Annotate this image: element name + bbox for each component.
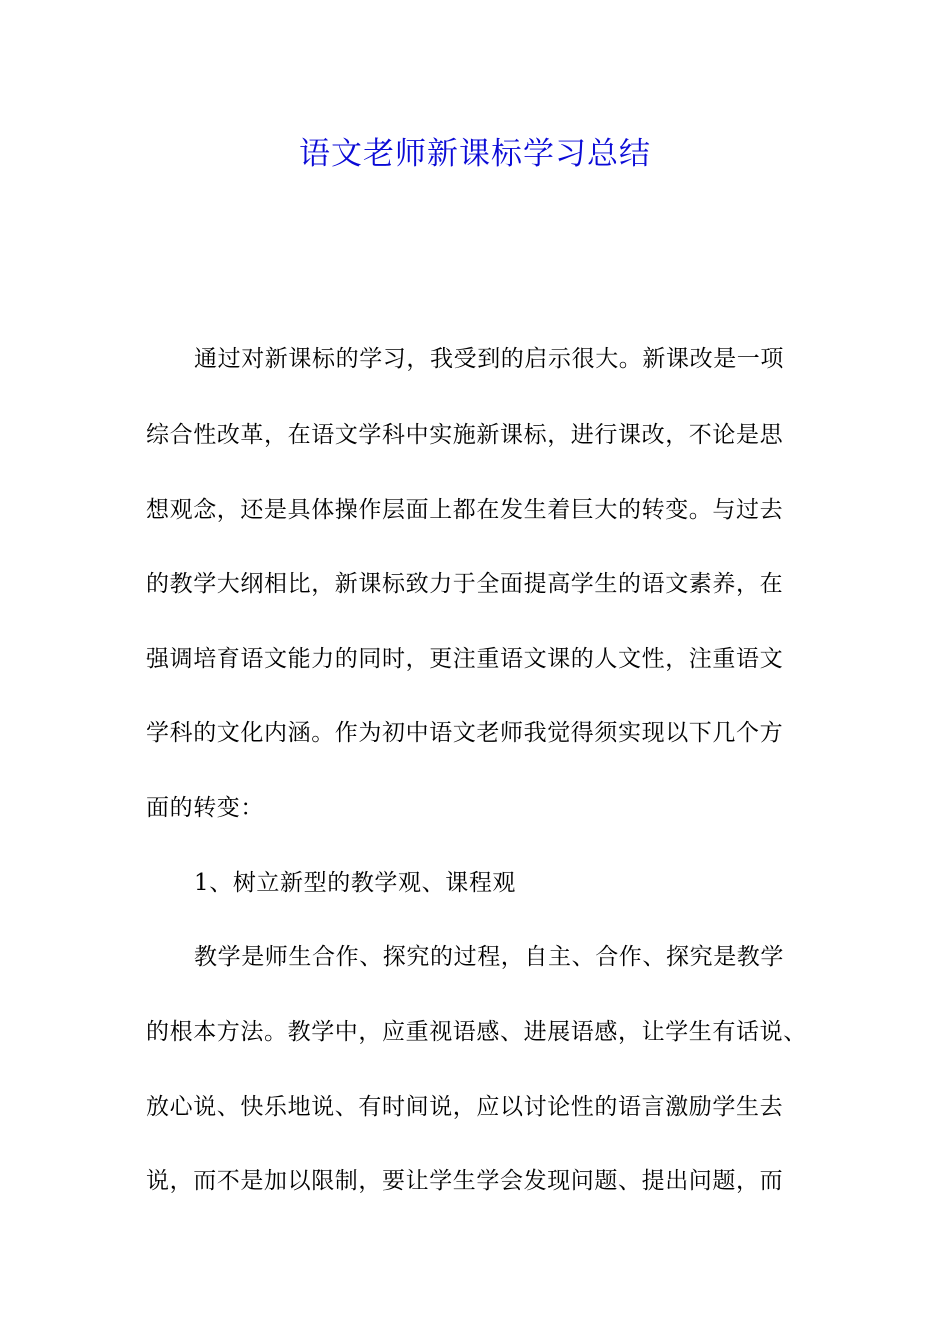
paragraph-line: 放心说、快乐地说、有时间说，应以讨论性的语言激励学生去 [146,1094,784,1120]
paragraph-line: 通过对新课标的学习，我受到的启示很大。新课改是一项 [194,346,784,372]
paragraph-line: 面的转变： [146,795,264,821]
document-title: 语文老师新课标学习总结 [299,136,651,172]
paragraph-line: 说，而不是加以限制，要让学生学会发现问题、提出问题，而 [146,1168,784,1194]
paragraph-line: 的根本方法。教学中，应重视语感、进展语感，让学生有话说、 [146,1019,807,1045]
paragraph-line: 的教学大纲相比，新课标致力于全面提高学生的语文素养，在 [146,571,784,597]
section-heading: 1、树立新型的教学观、课程观 [194,870,517,896]
paragraph-line: 想观念，还是具体操作层面上都在发生着巨大的转变。与过去 [146,497,784,523]
paragraph-line: 学科的文化内涵。作为初中语文老师我觉得须实现以下几个方 [146,720,784,746]
paragraph-line: 教学是师生合作、探究的过程，自主、合作、探究是教学 [194,944,784,970]
paragraph-line: 强调培育语文能力的同时，更注重语文课的人文性，注重语文 [146,646,784,672]
paragraph-line: 综合性改革，在语文学科中实施新课标，进行课改，不论是思 [146,422,784,448]
